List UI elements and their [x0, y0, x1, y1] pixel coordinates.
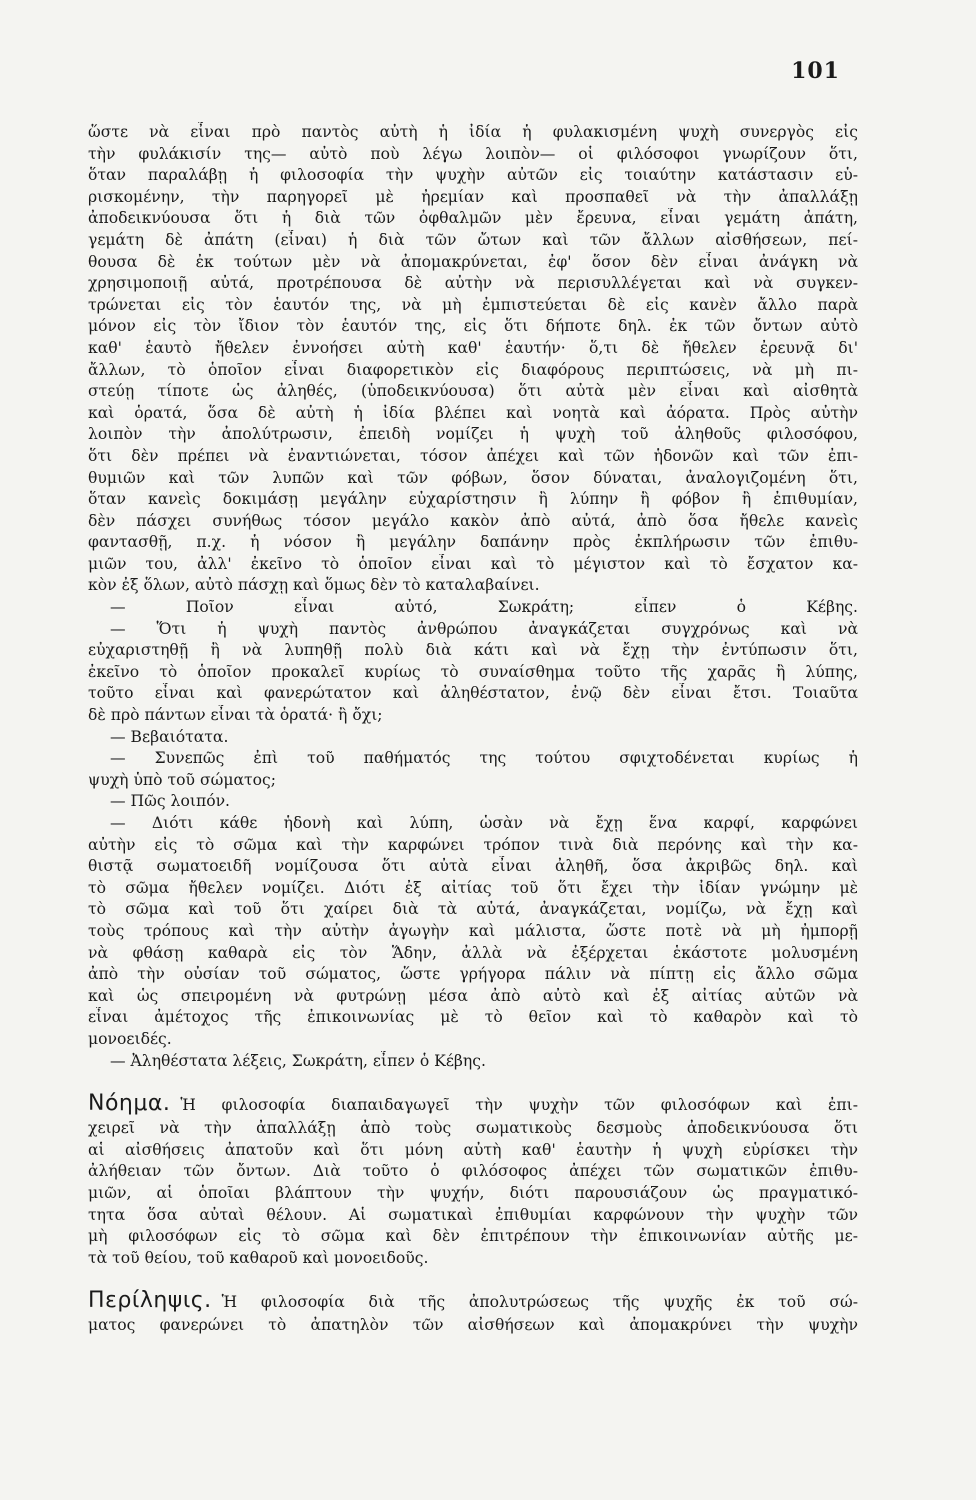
text-line: καθ' ἑαυτὸ ἤθελεν ἐννοήσει αὐτὴ καθ' ἑαυτήν· ὅ,τι δὲ ἤθελεν ἐρευνᾷ δι'	[88, 338, 858, 357]
text-line: θυμιῶν καὶ τῶν λυπῶν καὶ τῶν φόβων, ὅσον δύναται, ἀναλογιζομένη ὅτι,	[88, 468, 858, 487]
text-line: ὅταν παραλάβῃ ἡ φιλοσοφία τὴν ψυχὴν αὐτῶν εἰς τοιαύτην κατάστασιν εὑ-	[88, 166, 858, 185]
text-line: μιῶν του, ἀλλ' ἐκεῖνο τὸ ὁποῖον εἶναι καὶ τὸ μέγιστον καὶ τὸ ἔσχατον κα-	[88, 554, 858, 573]
text-line: θουσα δὲ ἐκ τούτων μὲν νὰ ἀπομακρύνεται, ἐφ' ὅσον δὲν εἶναι ἀνάγκη νὰ	[88, 252, 858, 271]
section-gap	[88, 1269, 858, 1287]
body-text	[88, 122, 858, 1337]
dialogue-line: θιστᾷ σωματοειδῆ νομίζουσα ὅτι αὐτὰ εἶναι ἀληθῆ, ὅσα ἀκριβῶς δηλ. καὶ	[88, 857, 858, 876]
text-line: χρησιμοποιῇ αὐτά, προτρέπουσα δὲ αὐτὴν νὰ περισυλλέγεται καὶ νὰ συγκεν-	[88, 274, 858, 293]
dialogue-section	[88, 597, 858, 1072]
noema-line: αἱ αἰσθήσεις ἀπατοῦν καὶ ὅτι μόνη αὐτὴ καθ' ἑαυτὴν ἡ ψυχὴ εὑρίσκει τὴν	[88, 1140, 858, 1159]
dialogue-line: καὶ ὡς σπειρομένη νὰ φυτρώνῃ μέσα ἀπὸ αὐτὸ καὶ ἐξ αἰτίας αὐτῶν νὰ	[88, 986, 858, 1005]
perilepsis-heading: Περίληψις.	[88, 1288, 212, 1314]
section-gap	[88, 1072, 858, 1090]
noema-heading: Νόημα.	[88, 1091, 171, 1117]
perilepsis-line: ματος φανερώνει τὸ ἀπατηλὸν τῶν αἰσθήσεων καὶ ἀπομακρύνει τὴν ψυχὴν	[88, 1316, 858, 1335]
dialogue-line: τοὺς τρόπους καὶ τὴν αὐτὴν ἀγωγὴν καὶ μάλιστα, ὥστε ποτὲ νὰ μὴ ἠμπορῇ	[88, 921, 858, 940]
dialogue-line: ἐκεῖνο τὸ ὁποῖον προκαλεῖ κυρίως τὸ συναίσθημα τοῦτο τῆς χαρᾶς ἢ λύπης,	[88, 662, 858, 681]
dialogue-line: τοῦτο εἶναι καὶ φανερώτατον καὶ ἀληθέστατον, ἐνῷ δὲν εἶναι ἔτσι. Τοιαῦτα	[88, 684, 858, 703]
noema-line: τὰ τοῦ θείου, τοῦ καθαροῦ καὶ μονοειδοῦς.	[88, 1248, 429, 1267]
text-line: ὅτι δὲν πρέπει νὰ ἐναντιώνεται, τόσον ἀπέχει καὶ τῶν ἡδονῶν καὶ τῶν ἐπι-	[88, 446, 858, 465]
dialogue-line: — Βεβαιότατα.	[110, 727, 229, 746]
dialogue-line: τὸ σῶμα ἤθελεν νομίζει. Διότι ἐξ αἰτίας τοῦ ὅτι ἔχει τὴν ἰδίαν γνώμην μὲ	[88, 878, 858, 897]
noema-line: τητα ὅσα αὐταὶ θέλουν. Αἱ σωματικαὶ ἐπιθυμίαι καρφώνουν τὴν ψυχὴν τῶν	[88, 1205, 858, 1224]
perilepsis-line: Ἡ φιλοσοφία διὰ τῆς ἀπολυτρώσεως τῆς ψυχῆς ἐκ τοῦ σώ-	[221, 1293, 858, 1312]
text-line: ἄλλων, τὸ ὁποῖον εἶναι διαφορετικὸν εἰς διαφόρους περιπτώσεις, νὰ μὴ πι-	[88, 360, 858, 379]
text-line: γεμάτη δὲ ἀπάτη (εἶναι) ἡ διὰ τῶν ὤτων καὶ τῶν ἄλλων αἰσθήσεων, πεί-	[88, 230, 858, 249]
text-line: κὸν ἐξ ὅλων, αὐτὸ πάσχῃ καὶ ὅμως δὲν τὸ καταλαβαίνει.	[88, 576, 540, 595]
dialogue-line: — Συνεπῶς ἐπὶ τοῦ παθήματός της τούτου σφιχτοδένεται κυρίως ἡ	[110, 749, 858, 768]
dialogue-line: μονοειδές.	[88, 1029, 172, 1048]
perilepsis-section	[88, 1287, 858, 1337]
text-line: τρώνεται εἰς τὸν ἑαυτόν της, νὰ μὴ ἐμπιστεύεται δὲ εἰς κανὲν ἄλλο παρὰ	[88, 295, 858, 314]
dialogue-line: δὲ πρὸ πάντων εἶναι τὰ ὁρατά· ἢ ὄχι;	[88, 706, 383, 725]
noema-line: μιῶν, αἱ ὁποῖαι βλάπτουν τὴν ψυχήν, διότι παρουσιάζουν ὡς πραγματικό-	[88, 1183, 858, 1202]
dialogue-line: νὰ φθάσῃ καθαρὰ εἰς τὸν Ἅδην, ἀλλὰ νὰ ἐξέρχεται ἑκάστοτε μολυσμένη	[88, 943, 858, 962]
text-line: στεύῃ τίποτε ὡς ἀληθές, (ὑποδεικνύουσα) ὅτι αὐτὰ μὲν εἶναι καὶ αἰσθητὰ	[88, 382, 858, 401]
text-line: ἀποδεικνύουσα ὅτι ἡ διὰ τῶν ὀφθαλμῶν μὲν ἔρευνα, εἶναι γεμάτη ἀπάτη,	[88, 209, 858, 228]
page-number: 101	[791, 58, 840, 84]
text-line: καὶ ὁρατά, ὅσα δὲ αὐτὴ ἡ ἰδία βλέπει καὶ νοητὰ καὶ ἀόρατα. Πρὸς αὐτὴν	[88, 403, 858, 422]
text-line: ὥστε νὰ εἶναι πρὸ παντὸς αὐτὴ ἡ ἰδία ἡ φυλακισμένη ψυχὴ συνεργὸς εἰς	[88, 123, 858, 141]
dialogue-line: εἶναι ἀμέτοχος τῆς ἐπικοινωνίας μὲ τὸ θεῖον καὶ τὸ καθαρὸν καὶ τὸ	[88, 1008, 858, 1027]
text-line: φαντασθῇ, π.χ. ἡ νόσον ἢ μεγάλην δαπάνην πρὸς ἐκπλήρωσιν τῶν ἐπιθυ-	[88, 533, 858, 552]
text-line: δὲν πάσχει συνήθως τόσον μεγάλο κακὸν ἀπὸ αὐτά, ἀπὸ ὅσα ἤθελε κανεὶς	[88, 511, 858, 530]
dialogue-line: — Διότι κάθε ἡδονὴ καὶ λύπη, ὡσὰν νὰ ἔχῃ ἕνα καρφί, καρφώνει	[110, 814, 858, 832]
dialogue-line: ψυχὴ ὑπὸ τοῦ σώματος;	[88, 770, 277, 789]
noema-body	[88, 1118, 858, 1269]
text-line: ὅταν κανεὶς δοκιμάσῃ μεγάλην εὐχαρίστησιν ἢ λύπην ἢ φόβον ἢ ἐπιθυμίαν,	[88, 490, 858, 509]
noema-first-line	[88, 1090, 858, 1118]
dialogue-line: — Πῶς λοιπόν.	[110, 792, 231, 811]
noema-line: ἀλήθειαν τῶν ὄντων. Διὰ τοῦτο ὁ φιλόσοφος ἀπέχει τῶν σωματικῶν ἐπιθυ-	[88, 1162, 858, 1181]
text-line: λοιπὸν τὴν ἀπολύτρωσιν, ἐπειδὴ νομίζει ἡ ψυχὴ τοῦ ἀληθοῦς φιλοσόφου,	[88, 425, 858, 444]
dialogue-line: ἀπὸ τὴν οὐσίαν τοῦ σώματος, ὥστε γρήγορα πάλιν νὰ πίπτῃ εἰς ἄλλο σῶμα	[88, 965, 858, 984]
dialogue-line: — Ποῖον εἶναι αὐτό, Σωκράτη; εἶπεν ὁ Κέβης.	[110, 598, 858, 617]
dialogue-line: εὐχαριστηθῇ ἢ νὰ λυπηθῇ πολὺ διὰ κάτι καὶ νὰ ἔχῃ τὴν ἐντύπωσιν ὅτι,	[88, 641, 858, 660]
dialogue-line: — Ἀληθέστατα λέξεις, Σωκράτη, εἶπεν ὁ Κέβης.	[110, 1051, 486, 1070]
perilepsis-first-line	[88, 1287, 858, 1315]
perilepsis-body	[88, 1315, 858, 1337]
main-paragraph	[88, 122, 858, 597]
noema-section	[88, 1090, 858, 1269]
dialogue-line: τὸ σῶμα καὶ τοῦ ὅτι χαίρει διὰ τὰ αὐτά, ἀναγκάζεται, νομίζω, νὰ ἔχῃ καὶ	[88, 900, 858, 919]
dialogue-line: — Ὅτι ἡ ψυχὴ παντὸς ἀνθρώπου ἀναγκάζεται συγχρόνως καὶ νὰ	[110, 619, 858, 638]
noema-line: Ἡ φιλοσοφία διαπαιδαγωγεῖ τὴν ψυχὴν τῶν φιλοσόφων καὶ ἐπι-	[180, 1096, 858, 1115]
noema-line: μὴ φιλοσόφων εἰς τὸ σῶμα καὶ δὲν ἐπιτρέπουν τὴν ἐπικοινωνίαν αὐτῆς με-	[88, 1227, 858, 1246]
text-line: ρισκομένην, τὴν παρηγορεῖ μὲ ἠρεμίαν καὶ προσπαθεῖ νὰ τὴν ἀπαλλάξῃ	[88, 187, 858, 206]
dialogue-line: αὐτὴν εἰς τὸ σῶμα καὶ τὴν καρφώνει τρόπον τινὰ διὰ περόνης καὶ τὴν κα-	[88, 835, 858, 854]
text-line: μόνον εἰς τὸν ἴδιον τὸν ἑαυτόν της, εἰς ὅτι δήποτε δηλ. ἐκ τῶν ὄντων αὐτὸ	[88, 317, 858, 336]
text-line: τὴν φυλάκισίν της— αὐτὸ ποὺ λέγω λοιπὸν— οἱ φιλόσοφοι γνωρίζουν ὅτι,	[88, 144, 858, 163]
noema-line: χειρεῖ νὰ τὴν ἀπαλλάξῃ ἀπὸ τοὺς σωματικοὺς δεσμοὺς ἀποδεικνύουσα ὅτι	[88, 1119, 858, 1138]
